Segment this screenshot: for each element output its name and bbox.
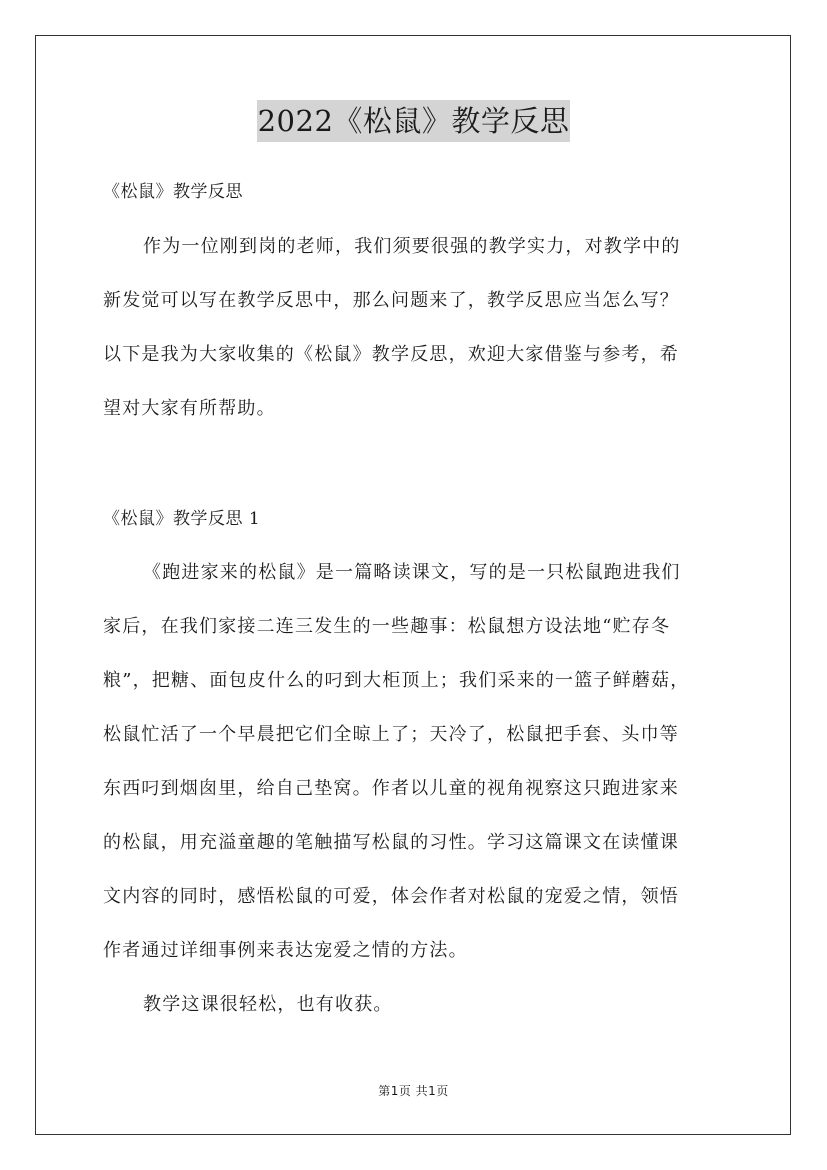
heading-section-1 [103, 492, 743, 546]
page-number: 第1页 共1页 [378, 1084, 449, 1098]
intro-line: 新发觉可以写在教学反思中，那么问题来了，教学反思应当怎么写？ [103, 290, 679, 311]
intro-paragraph [103, 220, 743, 436]
section-1-line: 文内容的同时，感悟松鼠的可爱，体会作者对松鼠的宠爱之情，领悟 [103, 886, 679, 907]
page-footer [0, 1082, 827, 1099]
section-1-line: 作者通过详细事例来表达宠爱之情的方法。 [103, 940, 468, 961]
document-title: 2022《松鼠》教学反思 [257, 100, 571, 142]
section-1-line: 松鼠忙活了一个早晨把它们全晾上了；天冷了，松鼠把手套、头巾等 [103, 724, 679, 745]
section-1-line: 东西叼到烟囱里，给自己垫窝。作者以儿童的视角视察这只跑进家来 [103, 778, 679, 799]
section-1-paragraph [103, 546, 743, 978]
intro-line: 望对大家有所帮助。 [103, 398, 276, 419]
heading-main [103, 165, 743, 219]
document-title-container [0, 100, 827, 142]
section-1-line: 粮”，把糖、面包皮什么的叼到大柜顶上；我们采来的一篮子鲜蘑菇， [103, 670, 690, 691]
intro-line: 作为一位刚到岗的老师，我们须要很强的教学实力，对教学中的 [143, 236, 681, 257]
section-1-line: 《跑进家来的松鼠》是一篇略读课文，写的是一只松鼠跑进我们 [143, 562, 681, 583]
closing-paragraph [103, 978, 743, 1032]
closing-line: 教学这课很轻松，也有收获。 [143, 994, 393, 1015]
section-1-line: 家后，在我们家接二连三发生的一些趣事：松鼠想方设法地“贮存冬 [103, 616, 671, 637]
heading-section-1-text: 《松鼠》教学反思 1 [103, 509, 261, 529]
intro-line: 以下是我为大家收集的《松鼠》教学反思，欢迎大家借鉴与参考，希 [103, 344, 679, 365]
heading-main-text: 《松鼠》教学反思 [103, 182, 243, 202]
section-1-line: 的松鼠，用充溢童趣的笔触描写松鼠的习性。学习这篇课文在读懂课 [103, 832, 679, 853]
